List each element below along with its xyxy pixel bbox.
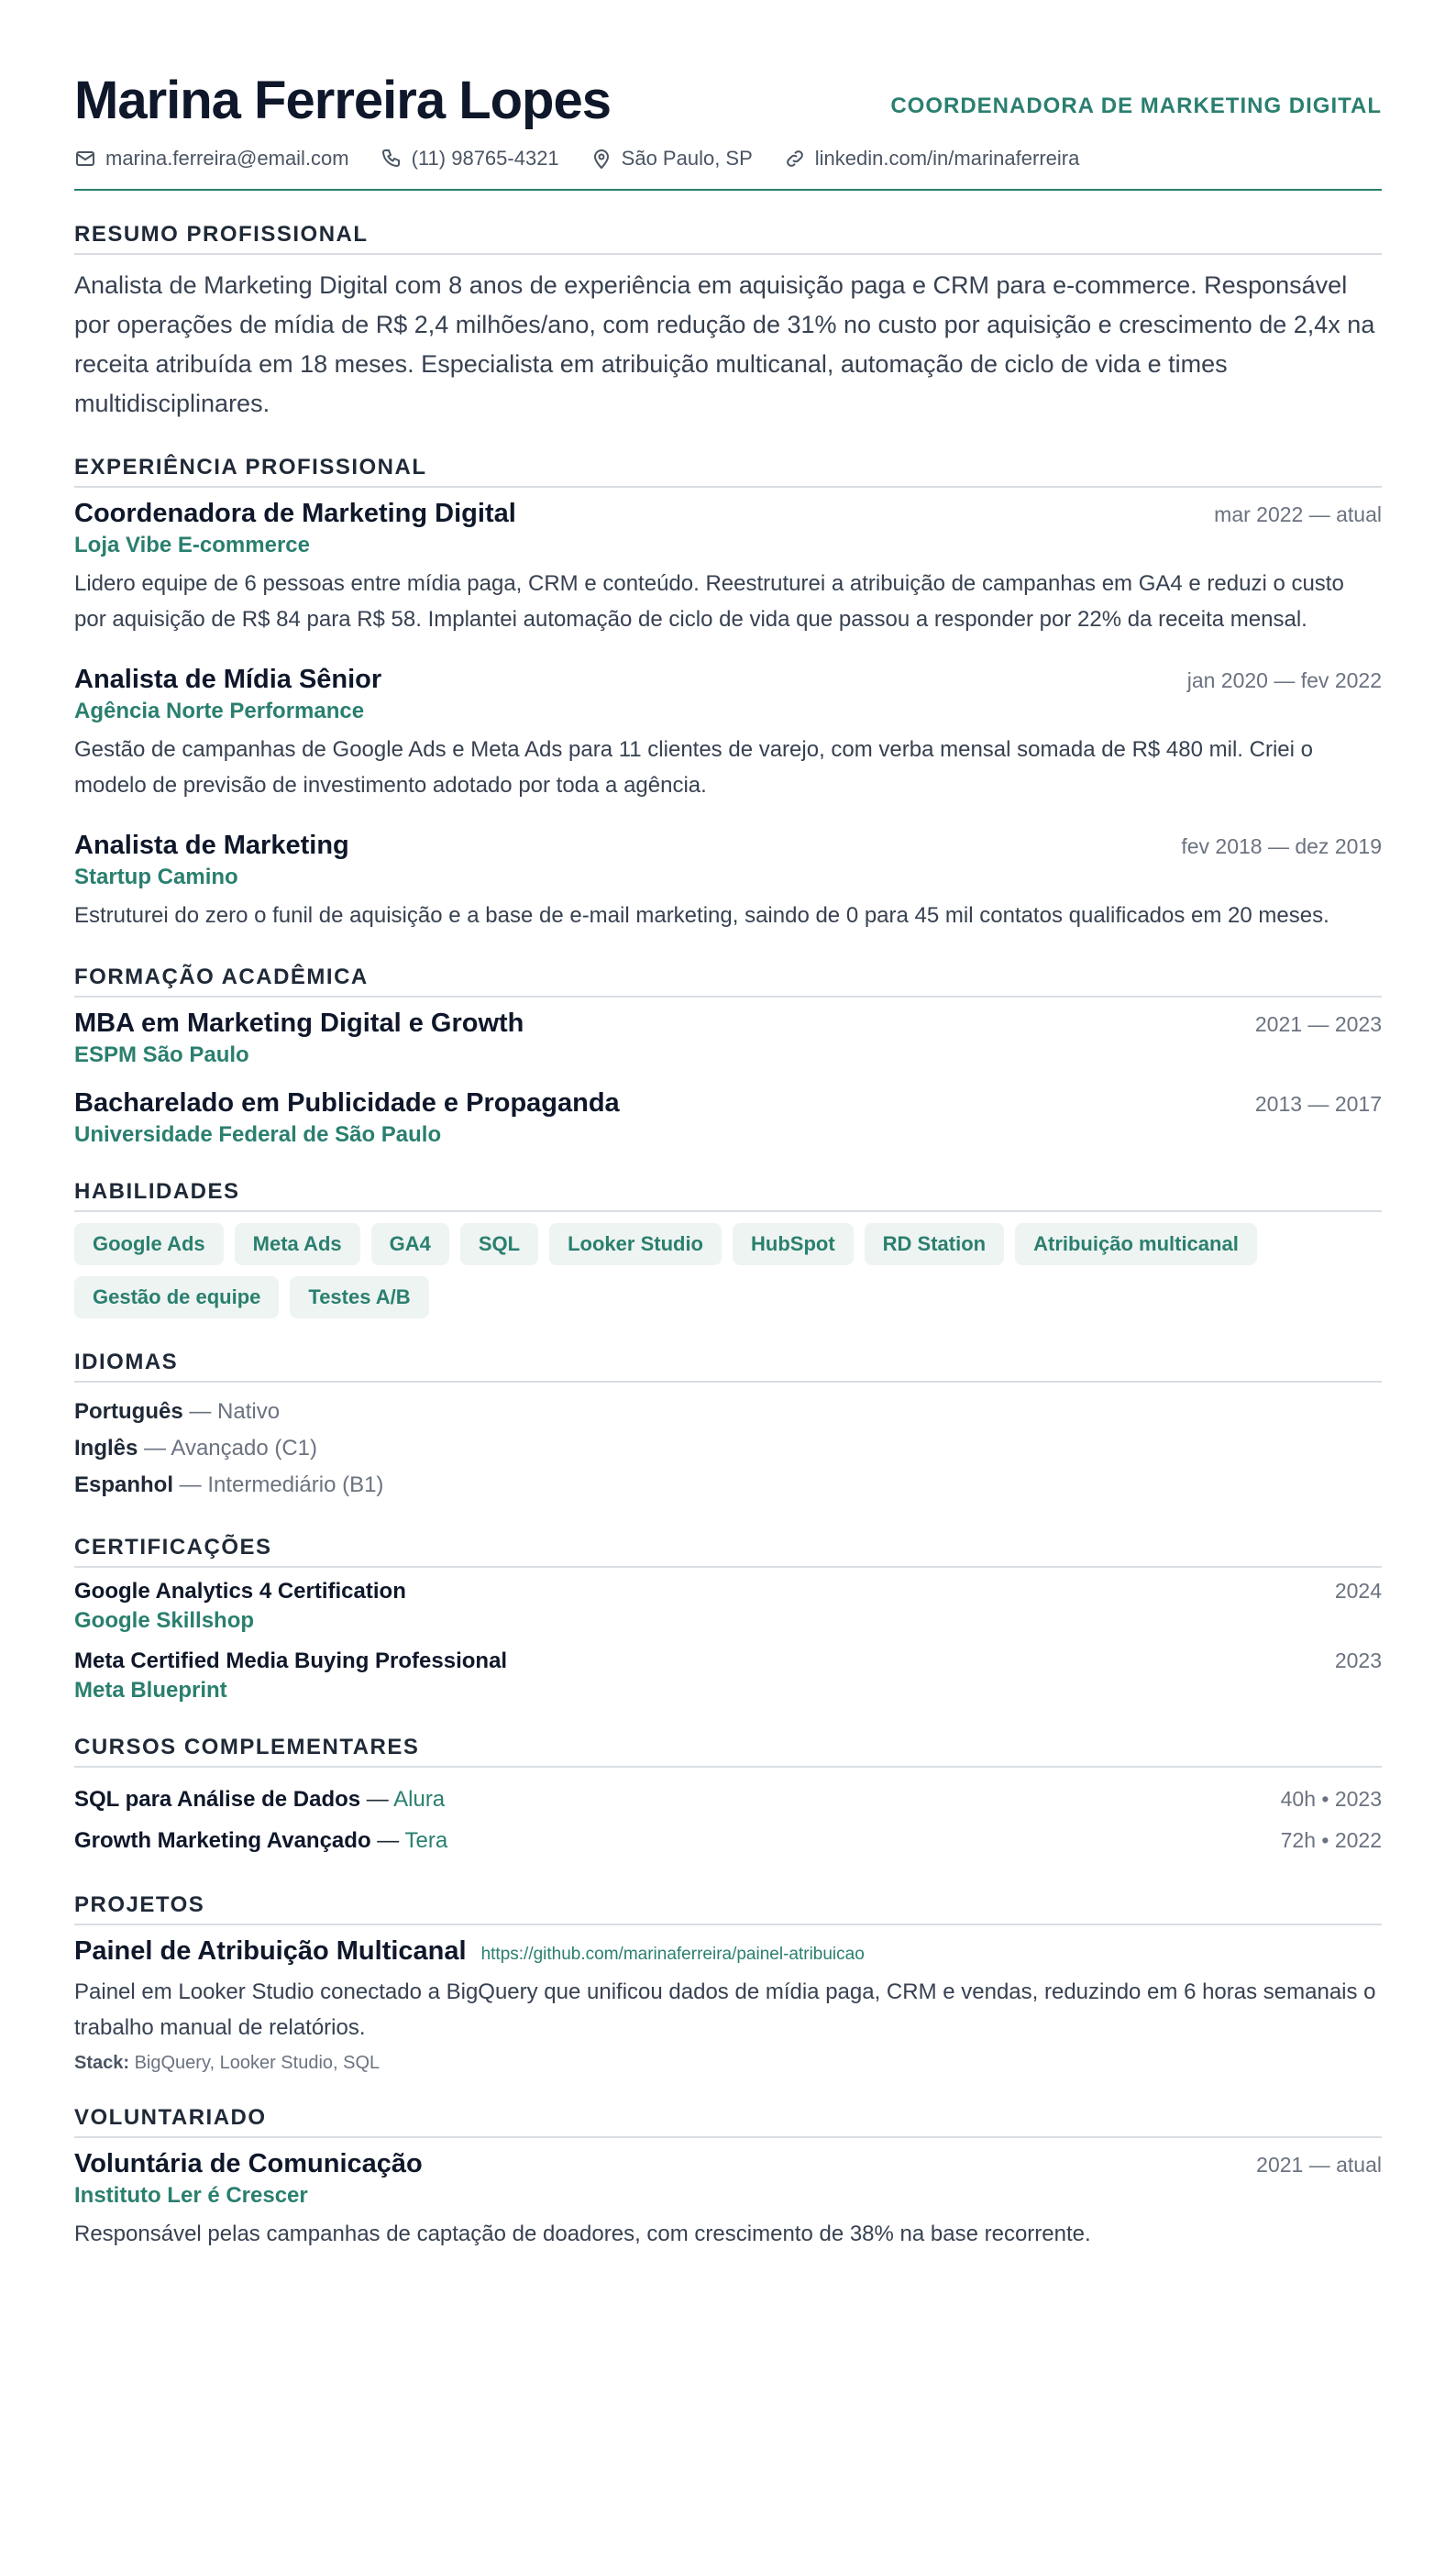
certification-entry [74, 1648, 1382, 1703]
certification-year: 2024 [1334, 1578, 1382, 1603]
certification-year: 2023 [1334, 1648, 1382, 1672]
course-meta: 40h • 2023 [1280, 1786, 1382, 1811]
section-title: RESUMO PROFISSIONAL [74, 222, 1382, 255]
phone-icon [381, 148, 403, 170]
certification-issuer: Google Skillshop [74, 1607, 255, 1633]
job-description: Gestão de campanhas de Google Ads e Meta Ads para 11 clientes de varejo, com verba mensal somada de R$ 480 mil. Criei o modelo de previsão de investimento adotado por toda a agência. [74, 736, 1313, 798]
language-item [74, 1394, 1382, 1430]
section-title: HABILIDADES [74, 1179, 1382, 1212]
job-dates: fev 2018 — dez 2019 [1181, 833, 1382, 858]
experience-entry [74, 499, 1382, 637]
skill-chip: Looker Studio [549, 1223, 722, 1265]
candidate-headline: COORDENADORA DE MARKETING DIGITAL [890, 93, 1382, 118]
summary-section [74, 222, 1382, 424]
project-name: Painel de Atribuição Multicanal [74, 1935, 467, 1966]
section-title: FORMAÇÃO ACADÊMICA [74, 965, 1382, 998]
job-description: Lidero equipe de 6 pessoas entre mídia paga, CRM e conteúdo. Reestruturei a atribuição de campanhas em GA4 e reduzi o custo por aquisição de R$ 84 para R$ 58. Implantei automação de ciclo de vida que passou a responder por 22% da receita mensal. [74, 570, 1344, 632]
contact-phone[interactable] [381, 147, 559, 171]
volunteering-section [74, 2105, 1382, 2252]
course-school: Tera [404, 1827, 448, 1853]
skills-section [74, 1179, 1382, 1318]
section-title: CURSOS COMPLEMENTARES [74, 1735, 1382, 1768]
skill-chip: GA4 [371, 1223, 449, 1265]
job-company: Agência Norte Performance [74, 698, 365, 723]
experience-entry [74, 665, 1382, 803]
course-separator: — [370, 1827, 405, 1853]
course-school: Alura [393, 1786, 446, 1812]
education-entry [74, 1088, 1382, 1148]
volunteering-entry [74, 2149, 1382, 2252]
job-title: Analista de Mídia Sênior [74, 664, 382, 694]
resume-header [74, 72, 1382, 130]
certification-name: Google Analytics 4 Certification [74, 1578, 406, 1604]
volunteer-role: Voluntária de Comunicação [74, 2148, 423, 2178]
contact-location-text: São Paulo, SP [621, 146, 753, 170]
contact-phone-text: (11) 98765-4321 [411, 146, 559, 170]
course-name: SQL para Análise de Dados [74, 1786, 361, 1812]
skill-chip: Google Ads [74, 1223, 224, 1265]
certification-entry [74, 1579, 1382, 1634]
job-dates: jan 2020 — fev 2022 [1186, 667, 1382, 692]
skills-list [74, 1223, 1382, 1318]
project-link[interactable]: https://github.com/marinaferreira/painel-atribuicao [480, 1944, 865, 1964]
project-stack-label: Stack: [74, 2052, 130, 2073]
section-title: VOLUNTARIADO [74, 2105, 1382, 2138]
candidate-name: Marina Ferreira Lopes [74, 71, 611, 130]
course-item [74, 1779, 1382, 1820]
skill-chip: Atribuição multicanal [1015, 1223, 1257, 1265]
experience-entry [74, 831, 1382, 933]
job-dates: mar 2022 — atual [1214, 502, 1382, 526]
contact-linkedin-text: linkedin.com/in/marinaferreira [814, 146, 1080, 170]
contact-email[interactable] [74, 147, 349, 171]
summary-text: Analista de Marketing Digital com 8 anos de experiência em aquisição paga e CRM para e-commerce. Responsável por operações de mídia de R$ 2,4 milhões/ano, com redução de 31% no custo por aquisição e crescimento de 2,4x na receita atribuída em 18 meses. Especialista em atribuição multicanal, automação de ciclo de vida e times multidisciplinares. [74, 270, 1375, 417]
certification-name: Meta Certified Media Buying Professional [74, 1648, 508, 1673]
degree-school: Universidade Federal de São Paulo [74, 1121, 442, 1147]
language-level: — Avançado (C1) [138, 1435, 318, 1461]
language-name: Português [74, 1398, 183, 1424]
language-level: — Intermediário (B1) [173, 1472, 384, 1497]
skill-chip: HubSpot [733, 1223, 854, 1265]
skill-chip: Testes A/B [290, 1276, 428, 1318]
degree-dates: 2021 — 2023 [1254, 1011, 1382, 1036]
degree-title: Bacharelado em Publicidade e Propaganda [74, 1087, 620, 1118]
skill-chip: RD Station [865, 1223, 1004, 1265]
education-entry [74, 1009, 1382, 1068]
location-pin-icon [590, 148, 612, 170]
skill-chip: Gestão de equipe [74, 1276, 279, 1318]
job-title: Analista de Marketing [74, 830, 349, 860]
section-title: PROJETOS [74, 1892, 1382, 1925]
contact-email-text: marina.ferreira@email.com [105, 146, 349, 170]
project-entry [74, 1936, 1382, 2074]
courses-section [74, 1735, 1382, 1861]
degree-dates: 2013 — 2017 [1254, 1091, 1382, 1116]
course-meta: 72h • 2022 [1280, 1827, 1382, 1852]
education-section [74, 965, 1382, 1148]
project-description: Painel em Looker Studio conectado a BigQuery que unificou dados de mídia paga, CRM e vendas, reduzindo em 6 horas semanais o trabalho manual de relatórios. [74, 1979, 1376, 2040]
project-stack [74, 2053, 1382, 2074]
job-description: Estruturei do zero o funil de aquisição e a base de e-mail marketing, saindo de 0 para 45 mil contatos qualificados em 20 meses. [74, 902, 1329, 928]
job-company: Startup Camino [74, 864, 238, 889]
job-company: Loja Vibe E-commerce [74, 532, 310, 557]
project-stack-list: BigQuery, Looker Studio, SQL [129, 2052, 381, 2073]
link-icon [784, 148, 806, 170]
mail-icon [74, 148, 96, 170]
language-name: Inglês [74, 1435, 138, 1461]
job-title: Coordenadora de Marketing Digital [74, 498, 516, 528]
contact-bar [74, 147, 1382, 191]
certification-issuer: Meta Blueprint [74, 1677, 227, 1703]
skill-chip: SQL [460, 1223, 538, 1265]
language-level: — Nativo [182, 1398, 281, 1424]
skill-chip: Meta Ads [235, 1223, 360, 1265]
language-item [74, 1467, 1382, 1504]
section-title: EXPERIÊNCIA PROFISSIONAL [74, 455, 1382, 488]
degree-title: MBA em Marketing Digital e Growth [74, 1008, 524, 1038]
certifications-section [74, 1535, 1382, 1703]
contact-location [590, 147, 753, 171]
course-separator: — [360, 1786, 394, 1812]
contact-linkedin[interactable] [784, 147, 1080, 171]
volunteer-dates: 2021 — atual [1256, 2152, 1382, 2177]
volunteer-organization: Instituto Ler é Crescer [74, 2182, 308, 2208]
course-item [74, 1820, 1382, 1861]
volunteer-description: Responsável pelas campanhas de captação de doadores, com crescimento de 38% na base recorrente. [74, 2221, 1091, 2246]
language-item [74, 1430, 1382, 1467]
section-title: CERTIFICAÇÕES [74, 1535, 1382, 1568]
projects-section [74, 1892, 1382, 2074]
section-title: IDIOMAS [74, 1350, 1382, 1383]
language-name: Espanhol [74, 1472, 174, 1497]
experience-section [74, 455, 1382, 933]
degree-school: ESPM São Paulo [74, 1042, 249, 1067]
course-name: Growth Marketing Avançado [74, 1827, 371, 1853]
languages-section [74, 1350, 1382, 1504]
